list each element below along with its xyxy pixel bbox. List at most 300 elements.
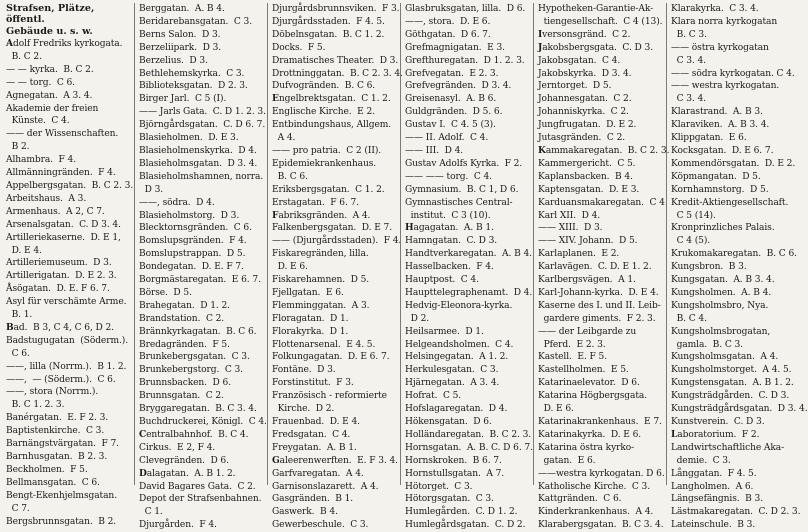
index-entry	[405, 519, 531, 532]
index-entry	[405, 55, 531, 68]
index-entry	[272, 106, 398, 119]
index-entry	[405, 313, 531, 326]
entry-text: agagatan. A. B 1.	[413, 223, 494, 234]
index-entry	[272, 222, 398, 235]
entry-text: D 2.	[405, 313, 430, 324]
index-entry	[139, 68, 265, 81]
entry-initial: J	[538, 41, 543, 53]
entry-text: Katarinakrankenhaus. E 7.	[538, 417, 662, 427]
index-entry	[671, 3, 797, 16]
index-entry	[671, 132, 797, 145]
index-entry	[671, 390, 797, 403]
entry-text: ——, stora (Norrm.).	[6, 387, 99, 398]
index-entry	[538, 351, 664, 364]
entry-text: Bomslupsgränden. F 4.	[139, 236, 247, 247]
index-entry	[139, 287, 265, 300]
entry-text: Fiskaregränden, lilla.	[272, 249, 369, 260]
entry-text: Gaswerk. B 4.	[272, 507, 338, 518]
index-entry	[405, 248, 531, 261]
index-entry	[272, 455, 398, 468]
entry-text: Jutasgränden. C 2.	[538, 133, 626, 144]
entry-text: C 3. 4.	[671, 55, 706, 66]
index-entry	[538, 364, 664, 377]
index-entry	[538, 29, 664, 42]
entry-text: Holländaregatan. B. C 2. 3.	[405, 429, 532, 440]
entry-text: Helsingegatan. A 1. 2.	[405, 352, 509, 363]
index-entry	[405, 29, 531, 42]
entry-text: Jerntorget. D 5.	[538, 81, 612, 92]
entry-text: tiengesellschaft. C 4 (13).	[538, 16, 663, 27]
index-entry	[139, 197, 265, 210]
index-entry	[6, 115, 131, 128]
entry-text: —— (Djurgårdsstaden). F 4.	[272, 236, 402, 247]
entry-text: Blasieholmen. D. E 3.	[139, 133, 239, 144]
index-entry	[671, 106, 797, 119]
entry-text: B. C 4.	[671, 313, 707, 324]
index-entry	[405, 80, 531, 93]
index-entry	[405, 429, 531, 442]
index-entry	[405, 42, 531, 55]
entry-initial: E	[272, 93, 279, 105]
index-entry	[405, 351, 531, 364]
entry-text: Flemminggatan. A 3.	[272, 300, 370, 311]
index-entry	[405, 222, 531, 235]
index-entry	[538, 287, 664, 300]
entry-text: Gasgränden. B 1.	[272, 494, 354, 505]
entry-text: gamla. B. C 3.	[671, 339, 743, 350]
entry-text: Brunnsgatan. C 2.	[139, 391, 224, 402]
entry-text: Karduansmakaregatan. C 4.	[538, 197, 668, 208]
index-entry	[405, 184, 531, 197]
index-entry	[405, 287, 531, 300]
index-entry	[538, 119, 664, 132]
index-entry	[671, 506, 801, 519]
entry-text: C 3. 4.	[671, 94, 706, 105]
entry-text: Kirche. D 2.	[272, 404, 335, 415]
entry-text: entralbahnhof. B. C 4.	[146, 429, 249, 440]
entry-text: Asyl für verschämte Arme.	[6, 297, 127, 308]
index-entry	[139, 16, 265, 29]
entry-text: Depot der Strafsenbahnen.	[139, 494, 262, 505]
entry-text: gardere giments. F 2. 3.	[538, 313, 656, 324]
entry-text: Badstugugatan (Söderm.).	[6, 335, 128, 346]
entry-text: Artilleriekaserne. D. E 1,	[6, 232, 121, 243]
entry-text: —— östra kyrkogatan	[671, 42, 769, 53]
entry-text: Karl XII. D 4.	[538, 210, 601, 221]
index-entry	[139, 3, 265, 16]
entry-text: Freygatan. A. B 1.	[272, 442, 357, 453]
index-entry	[6, 77, 131, 90]
index-entry	[272, 377, 398, 390]
entry-text: Kornhamnstorg. D 5.	[671, 184, 769, 195]
index-entry	[139, 455, 265, 468]
entry-text: Bellmansgatan. C 6.	[6, 477, 100, 488]
index-entry	[272, 261, 398, 274]
entry-text: Allmänningränden. F 4.	[6, 168, 116, 179]
entry-text: Djurgårdsbrunnsviken. F 3.	[272, 4, 400, 14]
entry-text: Hjärnegatan. A 3. 4.	[405, 378, 500, 389]
entry-text: Baptistenkirche. C 3.	[6, 426, 105, 437]
entry-text: Klarakyrka. C 3. 4.	[671, 4, 759, 14]
index-column-4	[400, 3, 533, 531]
entry-text: Kocksgatan. D. E 6. 7.	[671, 145, 774, 156]
entry-text: C 7.	[6, 503, 30, 514]
entry-text: Katholische Kirche. C 3.	[538, 481, 650, 492]
entry-text: Kungsholmsbro, Nya.	[671, 300, 769, 311]
entry-text: Englische Kirche. E 2.	[272, 107, 375, 118]
index-entry	[671, 442, 797, 455]
index-entry	[272, 364, 398, 377]
entry-text: Kungsgatan. A. B 3. 4.	[671, 275, 775, 286]
index-entry	[405, 261, 531, 274]
index-entry	[671, 481, 797, 494]
index-entry	[671, 455, 797, 468]
entry-text: C 1.	[139, 507, 163, 518]
index-entry	[405, 481, 531, 494]
index-entry	[671, 468, 797, 481]
index-entry	[272, 326, 398, 339]
index-entry	[6, 464, 131, 477]
entry-text: Kastellholmen. E 5.	[538, 365, 629, 376]
entry-text: ——, stora. D. E 6.	[405, 16, 491, 27]
index-entry	[139, 80, 265, 93]
entry-text: Landwirtschaftliche Aka-	[671, 442, 785, 453]
index-entry	[6, 309, 131, 322]
entry-text: Lateinschule. B 3.	[671, 520, 756, 531]
entry-text: Brännkyrkagatan. B. C 6.	[139, 326, 257, 337]
index-entry	[6, 270, 131, 283]
entry-text: Långgatan. F 4. 5.	[671, 468, 757, 479]
entry-text: Hofslagaregatan. D 4.	[405, 404, 508, 415]
index-entry	[6, 361, 131, 374]
index-entry	[272, 119, 398, 132]
entry-text: Fontäne. D 3.	[272, 365, 336, 376]
index-entry	[6, 283, 131, 296]
entry-text: Kredit-Aktiengesellschaft.	[671, 197, 789, 208]
index-entry	[6, 219, 131, 232]
index-entry	[272, 55, 398, 68]
entry-text: B. C 6.	[272, 171, 308, 182]
index-entry	[405, 455, 531, 468]
entry-text: Kastell. E. F 5.	[538, 352, 608, 363]
entry-text: Garnisonslazarett. A 4.	[272, 481, 379, 492]
entry-text: Cirkus. E 2, F 4.	[139, 442, 216, 453]
entry-text: Börse. D 5.	[139, 287, 192, 298]
entry-text: Grefthuregatan. D 1. 2. 3.	[405, 55, 525, 66]
index-column-5	[533, 3, 670, 531]
entry-text: Fjellgatan. E 6.	[272, 287, 344, 298]
entry-text: Appelbergsgatan. B. C 2. 3.	[6, 180, 134, 191]
entry-text: Brahegatan. D 1. 2.	[139, 300, 230, 311]
index-entry	[139, 132, 265, 145]
entry-text: Floragatan. D 1.	[272, 313, 349, 324]
index-entry	[538, 55, 664, 68]
index-entry	[6, 257, 131, 270]
entry-text: alagatan. A. B 1. 2.	[146, 468, 236, 479]
entry-text: Gustav Adolfs Kyrka. F 2.	[405, 158, 523, 169]
entry-text: Französisch - reformierte	[272, 391, 387, 402]
index-entry	[6, 412, 131, 425]
entry-initial: B	[6, 321, 14, 333]
index-entry	[671, 519, 797, 532]
index-entry	[671, 364, 797, 377]
entry-text: Kommendörsgatan. D. E 2.	[671, 158, 796, 169]
entry-text: B. C 1. 2. 3.	[6, 400, 65, 411]
index-entry	[538, 158, 664, 171]
index-entry	[272, 390, 398, 403]
entry-text: gatan. E 6.	[538, 455, 596, 466]
index-entry	[272, 274, 398, 287]
index-entry	[139, 377, 265, 390]
index-entry	[139, 42, 265, 55]
entry-text: Kattgränden. C 6.	[538, 494, 622, 505]
entry-text: B. C 2.	[6, 51, 42, 62]
index-entry	[272, 29, 398, 42]
index-entry	[139, 403, 265, 416]
index-entry	[139, 184, 265, 197]
index-entry	[6, 516, 131, 529]
index-entry	[139, 300, 265, 313]
index-entry	[538, 42, 664, 55]
index-entry	[671, 119, 797, 132]
index-entry	[538, 106, 664, 119]
entry-text: Garfvaregatan. A 4.	[272, 468, 364, 479]
entry-text: —— —— torg. C 4.	[405, 171, 492, 182]
index-entry	[538, 390, 664, 403]
entry-text: Klippgatan. E 6.	[671, 133, 747, 144]
index-entry	[538, 326, 664, 339]
entry-text: Kinderkrankenhaus. A 4.	[538, 507, 654, 518]
index-entry	[6, 322, 131, 335]
entry-text: Katarina Högbergsgata.	[538, 391, 647, 402]
entry-text: Katarinaelevator. D 6.	[538, 378, 640, 389]
index-entry	[6, 154, 131, 167]
index-entry	[405, 506, 531, 519]
entry-text: versonsgränd. C 2.	[542, 29, 631, 40]
entry-initial: F	[272, 209, 279, 221]
entry-text: Klarabergsgatan. B. C 3. 4.	[538, 520, 664, 531]
index-entry	[139, 493, 265, 506]
entry-initial: K	[538, 144, 546, 156]
index-entry	[272, 235, 402, 248]
index-entry	[272, 313, 398, 326]
entry-text: Gymnasium. B. C 1, D 6.	[405, 184, 519, 195]
index-entry	[405, 403, 531, 416]
index-entry	[538, 377, 664, 390]
entry-text: Grefvegränden. D 3. 4.	[405, 81, 512, 92]
entry-text: Barnhusgatan. B 2. 3.	[6, 452, 108, 462]
entry-text: Birger Jarl. C 5 (I).	[139, 94, 227, 105]
entry-text: D. E 4.	[6, 245, 42, 256]
index-entry	[671, 287, 797, 300]
index-entry	[671, 235, 797, 248]
entry-text: Hökensgatan. D 6.	[405, 417, 492, 427]
entry-initial: D	[139, 467, 147, 479]
entry-text: Katarina östra kyrko-	[538, 442, 635, 453]
index-entry	[671, 93, 797, 106]
index-entry	[405, 132, 531, 145]
entry-text: Banérgatan. E. F 2. 3.	[6, 413, 109, 424]
index-entry	[139, 145, 265, 158]
index-entry	[139, 274, 265, 287]
index-entry	[405, 3, 531, 16]
entry-text: —— der Leibgarde zu	[538, 326, 637, 337]
index-entry	[405, 68, 531, 81]
index-entry	[6, 38, 131, 51]
index-entry	[6, 374, 131, 387]
index-entry	[538, 274, 664, 287]
index-entry	[405, 364, 531, 377]
index-entry	[405, 106, 531, 119]
entry-text: Hötorgsgatan. C 3.	[405, 494, 494, 505]
index-entry	[538, 80, 664, 93]
index-entry	[272, 42, 398, 55]
entry-text: B 2.	[6, 142, 30, 153]
entry-text: Bondegatan. D. E. F 7.	[139, 262, 244, 273]
index-entry	[538, 519, 664, 532]
entry-text: Hofrat. C 5.	[405, 391, 462, 402]
index-entry	[272, 351, 398, 364]
entry-text: Klarastrand. A. B 3.	[671, 107, 763, 118]
entry-text: ——westra kyrkogatan. D 6.	[538, 468, 665, 479]
entry-text: Åsögatan. D. E. F 6. 7.	[6, 284, 110, 295]
entry-text: Bryggaregatan. B. C 3. 4.	[139, 404, 257, 415]
index-entry	[405, 171, 531, 184]
index-entry	[6, 451, 131, 464]
entry-text: Haupttelegraphenamt. D 4.	[405, 287, 533, 298]
entry-text: Epidemiekrankenhaus.	[272, 158, 377, 169]
entry-text: Langholmen. A 6.	[671, 481, 754, 492]
index-entry	[272, 184, 398, 197]
entry-text: Fiskarehamnen. D 5.	[272, 275, 370, 286]
entry-text: Arbeitshaus. A 3.	[6, 193, 87, 204]
entry-text: ammakaregatan. B. C 2. 3.	[545, 145, 670, 156]
entry-text: Hauptpost. C 4.	[405, 275, 479, 286]
index-entry	[6, 399, 131, 412]
index-entry	[6, 386, 131, 399]
entry-text: Herkulesgatan. C 3.	[405, 365, 499, 376]
index-entry	[6, 167, 131, 180]
entry-text: Akademie der freien	[6, 103, 99, 114]
index-entry	[538, 455, 664, 468]
index-entry	[6, 180, 134, 193]
index-entry	[538, 222, 664, 235]
entry-text: Beridarebansgatan. C 3.	[139, 16, 253, 27]
index-entry	[139, 29, 265, 42]
entry-text: Berggatan. A. B 4.	[139, 4, 225, 14]
index-entry	[671, 68, 797, 81]
index-entry	[139, 481, 265, 494]
entry-text: Humlegårdsgatan. C. D 2.	[405, 520, 526, 531]
index-entry	[139, 222, 265, 235]
index-entry	[671, 80, 797, 93]
index-entry	[139, 119, 265, 132]
entry-text: Clevegränden. D 6.	[139, 455, 229, 466]
index-entry	[139, 416, 265, 429]
index-entry	[6, 128, 131, 141]
index-entry	[671, 16, 797, 29]
entry-text: Barnängstvärgatan. F 7.	[6, 439, 119, 450]
index-entry	[405, 210, 531, 223]
index-entry	[405, 493, 531, 506]
index-entry	[6, 51, 131, 64]
index-column-3	[267, 3, 403, 531]
entry-text: Karl-Johann-kyrka. D. E 4.	[538, 287, 659, 298]
entry-text: Blasieholmenskyrka. D 4.	[139, 145, 257, 156]
entry-text: Köpmangatan. D 5.	[671, 171, 761, 182]
index-entry	[272, 132, 398, 145]
entry-text: Kaptensgatan. D. E 3.	[538, 184, 640, 195]
entry-text: C 5 (14).	[671, 210, 716, 221]
entry-text: Katarinakyrka. D. E 6.	[538, 429, 642, 440]
index-entry	[405, 326, 531, 339]
entry-text: Jungfrugatan. D. E 2.	[538, 120, 637, 131]
entry-text: Florakyrka. D 1.	[272, 326, 349, 337]
index-entry	[139, 106, 265, 119]
entry-text: Karlavägen. C. D. E 1. 2.	[538, 262, 652, 273]
entry-text: Dramatisches Theater. D 3.	[272, 55, 399, 66]
index-entry	[272, 68, 403, 81]
entry-text: —— der Wissenschaften.	[6, 129, 119, 140]
index-entry	[272, 16, 398, 29]
entry-text: Djurgårdsstaden. F 4. 5.	[272, 16, 385, 27]
entry-text: D. E 6.	[272, 262, 308, 273]
index-entry	[272, 300, 398, 313]
entry-text: C 4 (5).	[671, 236, 711, 247]
index-entry	[538, 235, 664, 248]
index-entry	[139, 235, 265, 248]
index-entry	[538, 248, 664, 261]
entry-initial: G	[272, 454, 280, 466]
entry-text: Forstinstitut. F 3.	[272, 378, 354, 389]
entry-text: dolf Fredriks kyrkogata.	[12, 39, 123, 49]
index-entry	[538, 481, 664, 494]
index-entry	[671, 158, 797, 171]
entry-text: D. E 6.	[538, 404, 574, 415]
entry-text: Blasieholmstorg. D 3.	[139, 210, 240, 221]
entry-text: — — torg. C 6.	[6, 77, 75, 88]
index-entry	[671, 197, 797, 210]
index-entry	[6, 193, 131, 206]
index-entry	[538, 261, 664, 274]
index-entry	[405, 339, 531, 352]
entry-text: Alhambra. F 4.	[6, 155, 77, 166]
index-entry	[272, 197, 398, 210]
entry-text: Kungsholmsgatan. A 4.	[671, 352, 779, 363]
entry-text: Pferd. E 2. 3.	[538, 339, 606, 350]
index-entry	[538, 3, 664, 16]
entry-text: —— XIV. Johann. D 5.	[538, 236, 638, 247]
entry-text: Hamngatan. C. D 3.	[405, 236, 498, 247]
entry-text: Jakobsgatan. C 4.	[538, 55, 621, 66]
index-entry	[671, 493, 797, 506]
index-entry	[139, 313, 265, 326]
index-entry	[538, 493, 664, 506]
entry-text: Glasbruksgatan, lilla. D 6.	[405, 4, 526, 14]
entry-text: Drottninggatan. B. C 2. 3. 4.	[272, 68, 403, 79]
entry-initial: I	[538, 28, 543, 40]
index-entry	[6, 490, 131, 503]
index-entry	[272, 171, 398, 184]
entry-text: Arsenalsgatan. C. D 3. 4.	[6, 219, 121, 230]
entry-text: Kaplansbacken. B 4.	[538, 171, 633, 182]
index-entry	[272, 339, 398, 352]
index-entry	[671, 326, 797, 339]
entry-text: Flottenarsenal. E 4. 5.	[272, 339, 376, 350]
index-entry	[272, 145, 398, 158]
index-entry	[405, 468, 531, 481]
index-entry	[671, 313, 797, 326]
